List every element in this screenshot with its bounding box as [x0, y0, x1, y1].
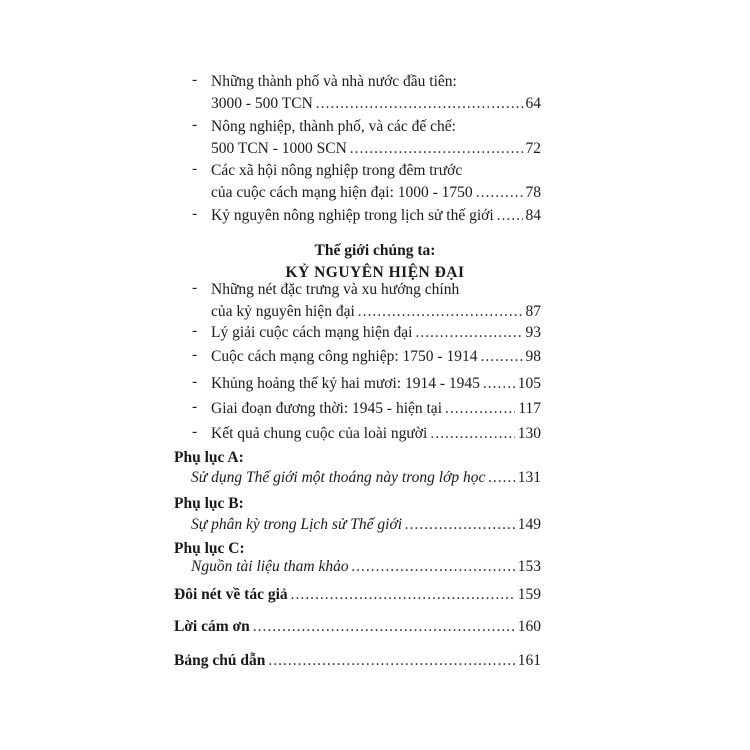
entry-title: Bảng chú dẫn — [174, 652, 266, 669]
page-number: 72 — [525, 140, 541, 157]
bullet: - — [192, 116, 198, 133]
toc-entry — [0, 279, 750, 320]
page-number: 161 — [517, 652, 541, 669]
dot-leader — [483, 373, 515, 389]
dot-leader — [445, 398, 515, 414]
entry-title: Giai đoạn đương thời: 1945 - hiện tại — [211, 400, 442, 417]
back-matter-entry — [174, 584, 541, 606]
page-number: 93 — [525, 324, 541, 341]
dot-leader — [497, 205, 523, 221]
bullet: - — [192, 71, 198, 88]
page-number: 149 — [517, 516, 541, 533]
appendix-label: Phụ lục C: — [174, 540, 245, 557]
dot-leader — [488, 467, 514, 483]
appendix-label: Phụ lục A: — [174, 449, 244, 466]
appendix-entry — [191, 514, 541, 536]
page-number: 153 — [517, 558, 541, 575]
appendix-title: Nguồn tài liệu tham khảo — [191, 558, 349, 575]
appendix-title: Sử dụng Thế giới một thoáng này trong lớp học — [191, 469, 486, 486]
dot-leader — [405, 514, 515, 530]
toc-entry — [0, 373, 750, 395]
entry-title: Khủng hoảng thế kỷ hai mươi: 1914 - 1945 — [211, 375, 480, 392]
toc-entry — [0, 423, 750, 445]
appendix-entry — [191, 467, 541, 489]
dot-leader — [291, 584, 515, 600]
entry-line1: Những thành phố và nhà nước đầu tiên: — [211, 73, 457, 90]
entry-title: của cuộc cách mạng hiện đại: 1000 - 1750 — [211, 184, 473, 201]
bullet: - — [192, 279, 198, 296]
toc-entry — [0, 71, 750, 112]
page-number: 87 — [525, 303, 541, 320]
toc-entry — [0, 398, 750, 420]
section-heading: Thế giới chúng ta: — [314, 242, 436, 259]
bullet: - — [192, 373, 198, 390]
section-title: KỶ NGUYÊN HIỆN ĐẠI — [285, 264, 465, 281]
toc-entry — [0, 205, 750, 227]
bullet: - — [192, 398, 198, 415]
toc-entry — [0, 116, 750, 157]
toc-entry — [0, 346, 750, 368]
dot-leader — [350, 138, 523, 154]
entry-line1: Những nét đặc trưng và xu hướng chính — [211, 281, 460, 298]
page-number: 105 — [517, 375, 541, 392]
entry-title: Kết quả chung cuộc của loài người — [211, 425, 428, 442]
bullet: - — [192, 205, 198, 222]
appendix-entry — [191, 556, 541, 578]
dot-leader — [415, 322, 522, 338]
entry-line1: Nông nghiệp, thành phố, và các đế chế: — [211, 118, 456, 135]
entry-title: Đôi nét về tác giả — [174, 586, 288, 603]
page-number: 131 — [517, 469, 541, 486]
page-number: 130 — [517, 425, 541, 442]
entry-title: Lý giải cuộc cách mạng hiện đại — [211, 324, 413, 341]
toc-entry — [0, 322, 750, 344]
page-number: 160 — [517, 618, 541, 635]
back-matter-entry — [174, 650, 541, 672]
page-number: 64 — [525, 95, 541, 112]
bullet: - — [192, 346, 198, 363]
page-number: 117 — [518, 400, 541, 417]
back-matter-entry — [174, 616, 541, 638]
page-number: 78 — [525, 184, 541, 201]
entry-title: 500 TCN - 1000 SCN — [211, 140, 347, 157]
dot-leader — [268, 650, 514, 666]
dot-leader — [316, 93, 523, 109]
appendix-title: Sự phân kỳ trong Lịch sử Thế giới — [191, 516, 403, 533]
appendix-label: Phụ lục B: — [174, 495, 244, 512]
dot-leader — [358, 301, 523, 317]
bullet: - — [192, 423, 198, 440]
page-number: 98 — [525, 348, 541, 365]
dot-leader — [430, 423, 514, 439]
dot-leader — [253, 616, 515, 632]
page-number: 159 — [517, 586, 541, 603]
dot-leader — [480, 346, 522, 362]
bullet: - — [192, 322, 198, 339]
bullet: - — [192, 160, 198, 177]
entry-title: của kỷ nguyên hiện đại — [211, 303, 355, 320]
toc-entry — [0, 160, 750, 201]
entry-title: Cuộc cách mạng công nghiệp: 1750 - 1914 — [211, 348, 478, 365]
entry-title: Kỷ nguyên nông nghiệp trong lịch sử thế giới — [211, 207, 494, 224]
page-number: 84 — [525, 207, 541, 224]
entry-title: Lời cám ơn — [174, 618, 250, 635]
entry-line1: Các xã hội nông nghiệp trong đêm trước — [211, 162, 463, 179]
dot-leader — [476, 182, 523, 198]
dot-leader — [352, 556, 515, 572]
entry-title: 3000 - 500 TCN — [211, 95, 313, 112]
